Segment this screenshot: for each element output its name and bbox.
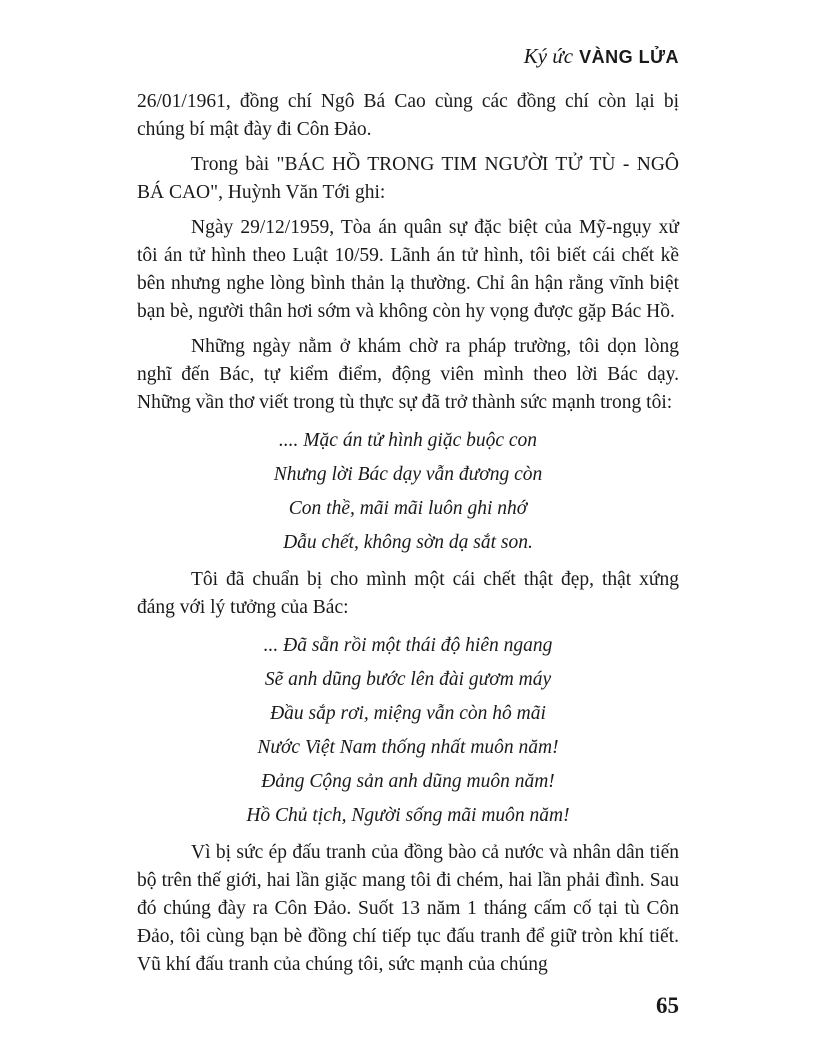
- page-number: 65: [656, 993, 679, 1018]
- poem-line: Sẽ anh dũng bước lên đài gươm máy: [264, 669, 552, 690]
- paragraph: Ngày 29/12/1959, Tòa án quân sự đặc biệt của Mỹ-ngụy xử tôi án tử hình theo Luật 10/59. Lãnh án tử hình, tôi biết cái chết kề bên nhưng nghe lòng bình thản lạ thường. Chỉ ân hận rằng vĩnh biệt bạn bè, người thân hơi sớm và không còn hy vọng được gặp Bác Hồ.: [137, 217, 679, 322]
- poem-line: Hồ Chủ tịch, Người sống mãi muôn năm!: [246, 805, 570, 826]
- poem-stanza-2: [137, 629, 679, 833]
- poem-line: ... Đã sẵn rồi một thái độ hiên ngang: [263, 635, 553, 656]
- paragraph: Những ngày nằm ở khám chờ ra pháp trường, tôi dọn lòng nghĩ đến Bác, tự kiểm điểm, động viên mình theo lời Bác dạy. Những vần thơ viết trong tù thực sự đã trở thành sức mạnh trong tôi:: [137, 336, 679, 413]
- poem-line: Nước Việt Nam thống nhất muôn năm!: [257, 737, 559, 758]
- running-header-title: VÀNG LỬA: [579, 47, 679, 67]
- paragraph: 26/01/1961, đồng chí Ngô Bá Cao cùng các đồng chí còn lại bị chúng bí mật đày đi Côn Đảo.: [137, 91, 679, 140]
- paragraph: Vì bị sức ép đấu tranh của đồng bào cả nước và nhân dân tiến bộ trên thế giới, hai lần giặc mang tôi đi chém, hai lần phải đình. Sau đó chúng đày ra Côn Đảo. Suốt 13 năm 1 tháng cấm cố tại tù Côn Đảo, tôi cùng bạn bè đồng chí tiếp tục đấu tranh để giữ tròn khí tiết. Vũ khí đấu tranh của chúng tôi, sức mạnh của chúng: [137, 842, 679, 975]
- poem-line: Con thề, mãi mãi luôn ghi nhớ: [288, 498, 528, 519]
- paragraph: Tôi đã chuẩn bị cho mình một cái chết thật đẹp, thật xứng đáng với lý tưởng của Bác:: [137, 569, 679, 618]
- running-header: [524, 44, 679, 69]
- body-text: [137, 88, 679, 986]
- poem-line: .... Mặc án tử hình giặc buộc con: [278, 430, 538, 451]
- poem-line: Đảng Cộng sản anh dũng muôn năm!: [261, 771, 555, 792]
- running-header-italic: Ký ức: [523, 44, 574, 68]
- poem-line: Nhưng lời Bác dạy vẫn đương còn: [273, 464, 543, 485]
- poem-stanza-1: [137, 424, 679, 560]
- poem-line: Dẫu chết, không sờn dạ sắt son.: [283, 532, 533, 553]
- paragraph: Trong bài "BÁC HỒ TRONG TIM NGƯỜI TỬ TÙ - NGÔ BÁ CAO", Huỳnh Văn Tới ghi:: [137, 154, 679, 203]
- poem-line: Đầu sắp rơi, miệng vẫn còn hô mãi: [270, 703, 546, 724]
